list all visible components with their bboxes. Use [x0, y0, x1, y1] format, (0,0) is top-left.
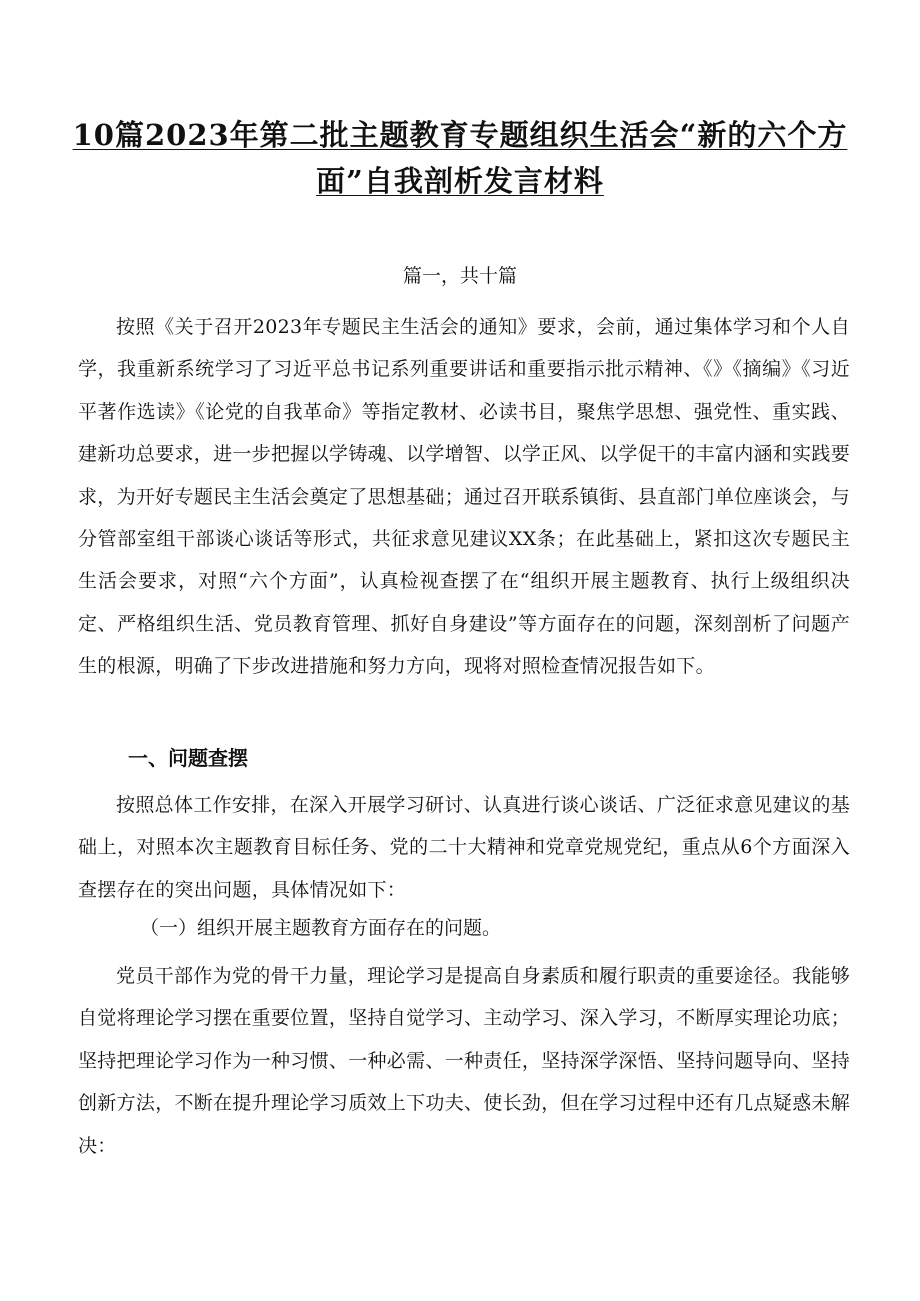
section-paragraph: 按照总体工作安排，在深入开展学习研讨、认真进行谈心谈话、广泛征求意见建议的基础上，对照本次主题教育目标任务、党的二十大精神和党章党规党纪，重点从6个方面深入查摆存在的突出问题，具体情况如下： [78, 794, 850, 901]
section-heading: 一、问题查摆 [128, 746, 248, 770]
document-title-text: 10篇2023年第二批主题教育专题组织生活会“新的六个方面”自我剖析发言材料 [72, 118, 848, 198]
intro-paragraph: 按照《关于召开2023年专题民主生活会的通知》要求，会前，通过集体学习和个人自学，我重新系统学习了习近平总书记系列重要讲话和重要指示批示精神、《》《摘编》《习近平著作选读》《论党的自我革命》等指定教材、必读书目，聚焦学思想、强党性、重实践、建新功总要求，进一步把握以学铸魂、以学增智、以学正风、以学促干的丰富内涵和实践要求，为开好专题民主生活会奠定了思想基础；通过召开联系镇街、县直部门单位座谈会，与分管部室组干部谈心谈话等形式，共征求意见建议XX条；在此基础上，紧扣这次专题民主生活会要求，对照“六个方面”，认真检视查摆了在“组织开展主题教育、执行上级组织决定、严格组织生活、党员教育管理、抓好自身建设”等方面存在的问题，深刻剖析了问题产生的根源，明确了下步改进措施和努力方向，现将对照检查情况报告如下。 [78, 316, 851, 678]
subsection-heading: （一）组织开展主题教育方面存在的问题。 [140, 917, 502, 939]
document-title [70, 112, 850, 204]
document-subtitle: 篇一，共十篇 [402, 265, 517, 287]
subsection-paragraph: 党员干部作为党的骨干力量，理论学习是提高自身素质和履行职责的重要途径。我能够自觉将理论学习摆在重要位置，坚持自觉学习、主动学习、深入学习，不断厚实理论功底；坚持把理论学习作为一种习惯、一种必需、一种责任，坚持深学深悟、坚持问题导向、坚持创新方法，不断在提升理论学习质效上下功夫、使长劲，但在学习过程中还有几点疑惑未解决： [78, 965, 851, 1157]
